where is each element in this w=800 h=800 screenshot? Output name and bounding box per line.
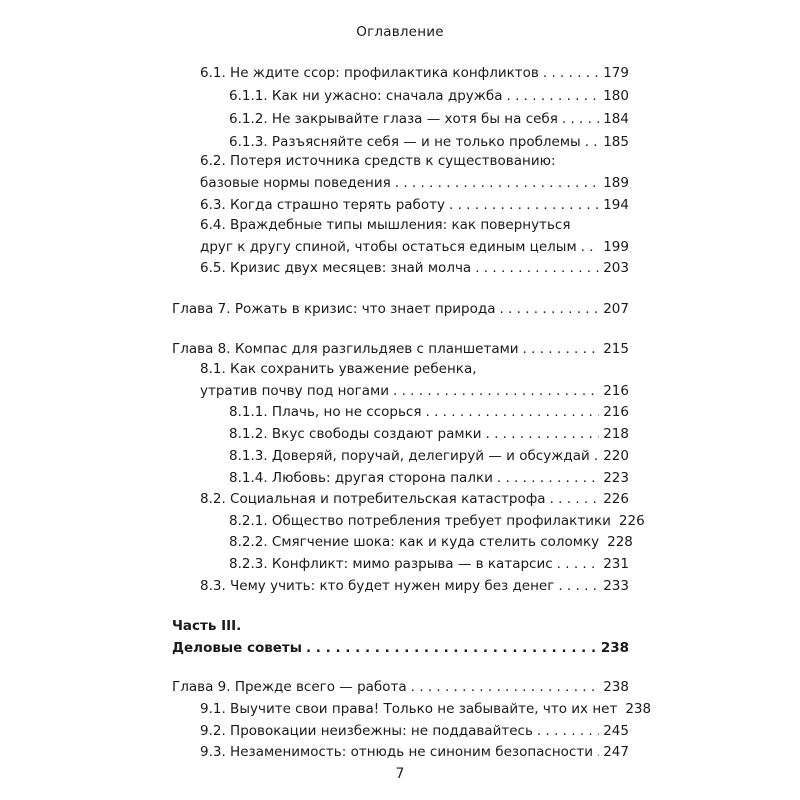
page-header: Оглавление [356, 24, 444, 40]
toc-entry-title: 6.1. Не ждите ссор: профилактика конфликтов [200, 65, 539, 81]
toc-entry-title-line: 6.2. Потеря источника средств к существованию: [200, 153, 556, 169]
toc-entry [200, 722, 629, 740]
dot-leader [411, 678, 600, 696]
part-label: Часть III. [172, 618, 242, 634]
toc-entry-page: 220 [603, 448, 629, 464]
toc-chapter [172, 300, 629, 318]
toc-entry [229, 469, 629, 487]
dot-leader [395, 174, 599, 192]
toc-part [172, 639, 629, 657]
toc-entry-page: 233 [603, 578, 629, 594]
toc-entry-title: 6.3. Когда страшно терять работу [200, 197, 445, 213]
toc-entry-page: 218 [603, 426, 629, 442]
toc-entry [200, 577, 629, 595]
toc-entry-title-line: 8.1. Как сохранить уважение ребенка, [200, 361, 477, 377]
toc-entry-page: 215 [603, 341, 629, 357]
toc-entry [200, 196, 629, 214]
toc-entry [229, 512, 645, 530]
dot-leader [557, 555, 600, 573]
dot-leader [393, 382, 599, 400]
toc-entry [200, 382, 629, 400]
dot-leader [558, 577, 599, 595]
dot-leader [594, 447, 599, 465]
toc-entry-title: 6.1.2. Не закрывайте глаза — хотя бы на себя [229, 111, 558, 127]
toc-entry [200, 64, 629, 82]
toc-entry-page: 238 [600, 640, 629, 656]
dot-leader [597, 743, 599, 761]
toc-entry-title: 9.2. Провокации неизбежны: не поддавайтесь [200, 723, 533, 739]
toc-entry-title: 8.1.1. Плачь, но не ссорься [229, 404, 422, 420]
toc-entry [200, 174, 629, 192]
dot-leader [449, 196, 599, 214]
dot-leader [425, 403, 599, 421]
toc-entry-title: 9.3. Незаменимость: отнюдь не синоним безопасности [200, 744, 593, 760]
toc-entry [229, 110, 629, 128]
toc-entry-page: 238 [603, 679, 629, 695]
toc-entry-page: 228 [607, 534, 633, 550]
toc-entry-title: 8.1.2. Вкус свободы создают рамки [229, 426, 482, 442]
toc-entry-title: 6.5. Кризис двух месяцев: знай молча [200, 260, 472, 276]
dot-leader [550, 490, 600, 508]
dot-leader [507, 87, 600, 105]
toc-entry [200, 700, 652, 718]
toc-entry-page: 203 [603, 260, 629, 276]
toc-entry [229, 87, 629, 105]
toc-entry-title: 8.2. Социальная и потребительская катастрофа [200, 491, 546, 507]
dot-leader [499, 300, 599, 318]
toc-entry-page: 216 [603, 383, 629, 399]
dot-leader [585, 133, 600, 151]
toc-entry-title: 9.1. Выучите свои права! Только не забывайте, что их нет [200, 701, 618, 717]
dot-leader [562, 110, 599, 128]
dot-leader [543, 64, 599, 82]
toc-entry-title: утратив почву под ногами [200, 383, 389, 399]
toc-entry-title: Деловые советы [172, 640, 302, 656]
toc-entry-page: 216 [603, 404, 629, 420]
toc-entry [229, 403, 629, 421]
toc-entry-page: 226 [603, 491, 629, 507]
toc-entry-page: 226 [618, 513, 645, 529]
toc-entry-title: 8.2.3. Конфликт: мимо разрыва — в катарсис [229, 556, 553, 572]
toc-chapter [172, 678, 629, 696]
toc-entry-title: Глава 9. Прежде всего — работа [172, 679, 407, 695]
toc-entry [200, 238, 629, 256]
toc-entry-page: 194 [603, 197, 629, 213]
toc-entry-title: друг к другу спиной, чтобы остаться единым целым [200, 239, 577, 255]
toc-entry-page: 189 [603, 175, 629, 191]
toc-entry [229, 425, 629, 443]
dot-leader [537, 722, 599, 740]
toc-entry-title: 8.3. Чему учить: кто будет нужен миру без денег [200, 578, 555, 594]
dot-leader [475, 259, 599, 277]
toc-entry-page: 185 [603, 134, 629, 150]
toc-entry [200, 259, 629, 277]
toc-entry [200, 743, 629, 761]
toc-entry-page: 245 [603, 723, 629, 739]
toc-entry-page: 179 [603, 65, 629, 81]
dot-leader [306, 639, 597, 657]
toc-entry-title: 6.1.3. Разъясняйте себя — и не только проблемы [229, 134, 581, 150]
page-number: 7 [395, 766, 405, 782]
toc-entry-page: 238 [625, 701, 652, 717]
dot-leader [497, 469, 599, 487]
toc-entry-page: 199 [603, 239, 629, 255]
dot-leader [523, 340, 600, 358]
toc-entry-title-line: 6.4. Враждебные типы мышления: как повернуться [200, 217, 571, 233]
toc-entry-title: 8.1.4. Любовь: другая сторона палки [229, 470, 493, 486]
toc-entry-page: 247 [603, 744, 629, 760]
toc-entry-title: Глава 7. Рожать в кризис: что знает природа [172, 301, 496, 317]
toc-entry [229, 533, 633, 551]
toc-entry-title: Глава 8. Компас для разгильдяев с планшетами [172, 341, 519, 357]
toc-entry-page: 184 [603, 111, 629, 127]
toc-entry-page: 207 [603, 301, 629, 317]
toc-entry-page: 223 [603, 470, 629, 486]
dot-leader [486, 425, 600, 443]
toc-entry [229, 133, 629, 151]
toc-entry [200, 490, 629, 508]
toc-entry [229, 555, 629, 573]
toc-entry-title: 8.1.3. Доверяй, поручай, делегируй — и обсуждай [229, 448, 590, 464]
toc-entry-title: 8.2.2. Смягчение шока: как и куда стелить соломку [229, 534, 600, 550]
toc-entry [229, 447, 629, 465]
toc-chapter [172, 340, 629, 358]
toc-entry-title: базовые нормы поведения [200, 175, 391, 191]
toc-entry-page: 180 [603, 88, 629, 104]
toc-entry-title: 8.2.1. Общество потребления требует профилактики [229, 513, 611, 529]
toc-entry-title: 6.1.1. Как ни ужасно: сначала дружба [229, 88, 503, 104]
toc-entry-page: 231 [603, 556, 629, 572]
dot-leader [581, 238, 600, 256]
